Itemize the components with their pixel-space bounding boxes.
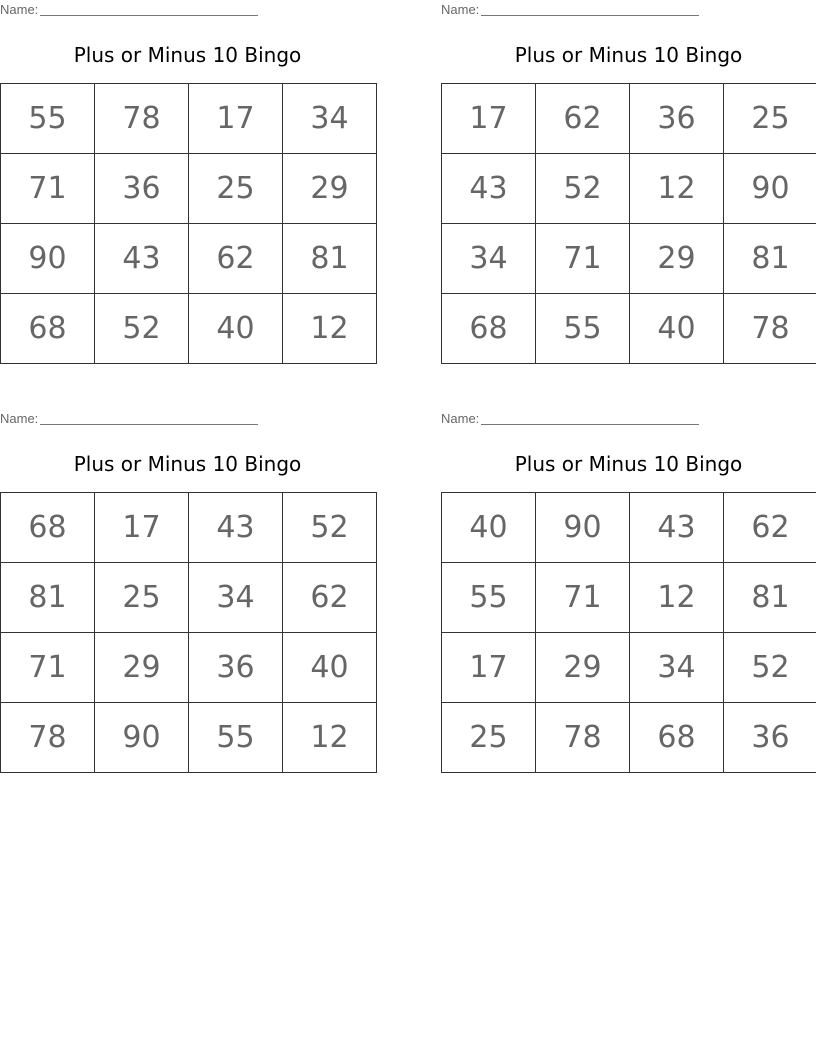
grid-row	[442, 154, 816, 224]
bingo-cell: 52	[724, 633, 816, 703]
grid-row	[1, 84, 377, 154]
bingo-cell: 68	[1, 294, 95, 364]
bingo-cell: 55	[189, 703, 283, 773]
bingo-cell: 36	[95, 154, 189, 224]
bingo-cell: 90	[1, 224, 95, 294]
grid-row	[1, 493, 377, 563]
name-label: Name:	[0, 2, 39, 17]
bingo-cell: 12	[630, 154, 724, 224]
grid-row	[442, 224, 816, 294]
name-blank[interactable]	[40, 411, 258, 425]
bingo-cell: 81	[1, 563, 95, 633]
bingo-cell: 29	[536, 633, 630, 703]
bingo-cell: 90	[724, 154, 816, 224]
bingo-cell: 55	[536, 294, 630, 364]
bingo-card-3	[0, 409, 375, 772]
bingo-cell: 17	[442, 84, 536, 154]
bingo-grid	[0, 83, 377, 364]
grid-row	[1, 703, 377, 773]
bingo-cell: 29	[283, 154, 377, 224]
bingo-cell: 90	[95, 703, 189, 773]
grid-row	[1, 633, 377, 703]
bingo-cell: 52	[536, 154, 630, 224]
bingo-cell: 78	[1, 703, 95, 773]
bingo-cell: 40	[189, 294, 283, 364]
grid-row	[1, 154, 377, 224]
bingo-cell: 62	[724, 493, 816, 563]
bingo-cell: 78	[536, 703, 630, 773]
bingo-cell: 71	[536, 563, 630, 633]
bingo-cell: 43	[189, 493, 283, 563]
bingo-cell: 34	[189, 563, 283, 633]
bingo-cell: 17	[189, 84, 283, 154]
bingo-cell: 40	[442, 493, 536, 563]
card-title: Plus or Minus 10 Bingo	[73, 43, 302, 67]
bingo-cell: 52	[95, 294, 189, 364]
bingo-cell: 25	[442, 703, 536, 773]
grid-row	[442, 493, 816, 563]
bingo-cell: 34	[442, 224, 536, 294]
bingo-cell: 71	[1, 154, 95, 224]
bingo-grid	[441, 492, 816, 773]
name-field	[441, 0, 816, 20]
bingo-card-2	[441, 0, 816, 363]
name-blank[interactable]	[481, 411, 699, 425]
bingo-cell: 25	[189, 154, 283, 224]
card-title: Plus or Minus 10 Bingo	[73, 452, 302, 476]
bingo-cell: 25	[95, 563, 189, 633]
bingo-cell: 12	[283, 294, 377, 364]
bingo-cell: 62	[283, 563, 377, 633]
card-title: Plus or Minus 10 Bingo	[514, 43, 743, 67]
bingo-cell: 90	[536, 493, 630, 563]
bingo-cell: 55	[442, 563, 536, 633]
bingo-cell: 36	[189, 633, 283, 703]
bingo-cell: 81	[724, 224, 816, 294]
name-field	[441, 409, 816, 429]
bingo-grid	[0, 492, 377, 773]
bingo-cell: 17	[442, 633, 536, 703]
bingo-cell: 40	[283, 633, 377, 703]
name-blank[interactable]	[481, 2, 699, 16]
bingo-cell: 12	[283, 703, 377, 773]
bingo-cell: 43	[442, 154, 536, 224]
bingo-cell: 62	[536, 84, 630, 154]
name-blank[interactable]	[40, 2, 258, 16]
bingo-cell: 43	[95, 224, 189, 294]
name-field	[0, 409, 375, 429]
bingo-cell: 17	[95, 493, 189, 563]
grid-row	[442, 633, 816, 703]
card-title: Plus or Minus 10 Bingo	[514, 452, 743, 476]
grid-row	[1, 224, 377, 294]
bingo-cell: 52	[283, 493, 377, 563]
bingo-cell: 81	[283, 224, 377, 294]
bingo-card-1	[0, 0, 375, 363]
name-label: Name:	[0, 411, 39, 426]
bingo-cell: 29	[95, 633, 189, 703]
bingo-card-4	[441, 409, 816, 772]
grid-row	[442, 563, 816, 633]
bingo-cell: 68	[1, 493, 95, 563]
bingo-cell: 71	[1, 633, 95, 703]
bingo-cell: 34	[283, 84, 377, 154]
name-field	[0, 0, 375, 20]
bingo-cell: 43	[630, 493, 724, 563]
bingo-grid	[441, 83, 816, 364]
bingo-cell: 34	[630, 633, 724, 703]
bingo-cell: 71	[536, 224, 630, 294]
bingo-cell: 81	[724, 563, 816, 633]
grid-row	[442, 294, 816, 364]
bingo-cell: 36	[630, 84, 724, 154]
grid-row	[442, 703, 816, 773]
bingo-cell: 12	[630, 563, 724, 633]
grid-row	[442, 84, 816, 154]
bingo-cell: 68	[442, 294, 536, 364]
bingo-cell: 55	[1, 84, 95, 154]
bingo-cell: 78	[95, 84, 189, 154]
bingo-cell: 68	[630, 703, 724, 773]
bingo-cell: 29	[630, 224, 724, 294]
bingo-cell: 40	[630, 294, 724, 364]
name-label: Name:	[441, 2, 480, 17]
grid-row	[1, 563, 377, 633]
bingo-cell: 62	[189, 224, 283, 294]
bingo-cell: 78	[724, 294, 816, 364]
bingo-cell: 36	[724, 703, 816, 773]
name-label: Name:	[441, 411, 480, 426]
bingo-cell: 25	[724, 84, 816, 154]
grid-row	[1, 294, 377, 364]
